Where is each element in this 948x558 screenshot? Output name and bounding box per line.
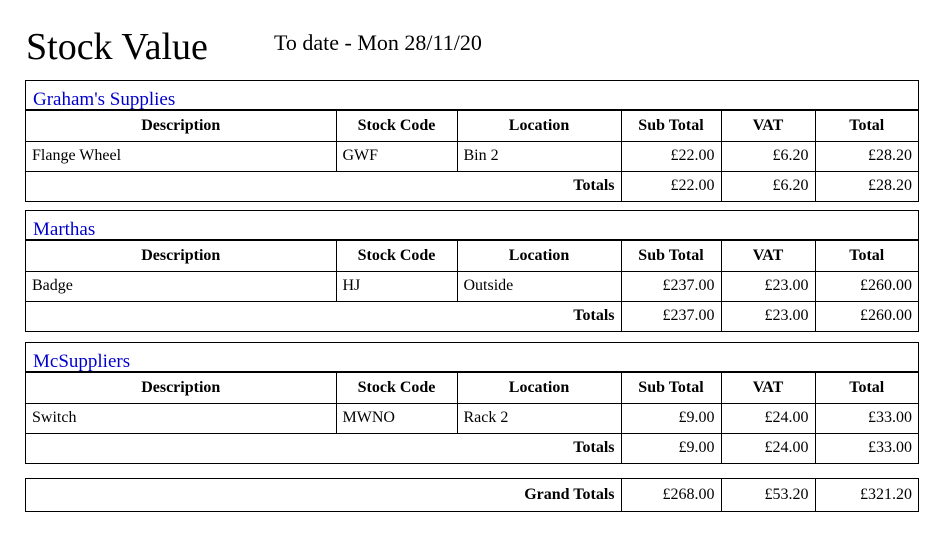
cell-sub-total: £22.00	[621, 141, 721, 171]
column-header-description: Description	[26, 373, 336, 403]
totals-label: Totals	[26, 433, 621, 463]
totals-total: £260.00	[815, 301, 918, 331]
totals-label: Totals	[26, 301, 621, 331]
column-header-location: Location	[457, 111, 621, 141]
totals-row	[26, 301, 918, 331]
column-header-location: Location	[457, 373, 621, 403]
grand-totals-total: £321.20	[815, 479, 918, 511]
date-subtitle: To date - Mon 28/11/20	[274, 30, 482, 55]
column-header-sub-total: Sub Total	[621, 111, 721, 141]
cell-total: £33.00	[815, 403, 918, 433]
cell-total: £260.00	[815, 271, 918, 301]
totals-vat: £24.00	[721, 433, 815, 463]
cell-stock-code: MWNO	[336, 403, 457, 433]
cell-sub-total: £237.00	[621, 271, 721, 301]
column-header-vat: VAT	[721, 111, 815, 141]
table-header-row	[26, 241, 918, 271]
column-header-location: Location	[457, 241, 621, 271]
table-header-row	[26, 111, 918, 141]
column-header-total: Total	[815, 111, 918, 141]
supplier-name[interactable]: Marthas	[26, 211, 918, 241]
column-header-stock-code: Stock Code	[336, 373, 457, 403]
totals-sub-total: £237.00	[621, 301, 721, 331]
supplier-section-marthas	[25, 210, 919, 332]
grand-totals-row	[26, 479, 918, 511]
column-header-sub-total: Sub Total	[621, 373, 721, 403]
supplier-section-mcsuppliers	[25, 342, 919, 464]
cell-description: Badge	[26, 271, 336, 301]
totals-sub-total: £9.00	[621, 433, 721, 463]
grand-totals-sub-total: £268.00	[621, 479, 721, 511]
column-header-total: Total	[815, 241, 918, 271]
totals-label: Totals	[26, 171, 621, 201]
supplier-name[interactable]: McSuppliers	[26, 343, 918, 373]
grand-totals-label: Grand Totals	[26, 479, 621, 511]
cell-location: Bin 2	[457, 141, 621, 171]
column-header-stock-code: Stock Code	[336, 111, 457, 141]
stock-table	[26, 373, 918, 463]
grand-totals-table	[26, 479, 918, 511]
grand-totals-section	[25, 478, 919, 512]
table-header-row	[26, 373, 918, 403]
column-header-vat: VAT	[721, 241, 815, 271]
totals-vat: £23.00	[721, 301, 815, 331]
cell-sub-total: £9.00	[621, 403, 721, 433]
totals-total: £28.20	[815, 171, 918, 201]
column-header-stock-code: Stock Code	[336, 241, 457, 271]
cell-vat: £24.00	[721, 403, 815, 433]
totals-row	[26, 171, 918, 201]
stock-table	[26, 111, 918, 201]
column-header-description: Description	[26, 241, 336, 271]
table-row	[26, 141, 918, 171]
cell-description: Flange Wheel	[26, 141, 336, 171]
supplier-name[interactable]: Graham's Supplies	[26, 81, 918, 111]
supplier-section-grahams-supplies	[25, 80, 919, 202]
totals-vat: £6.20	[721, 171, 815, 201]
stock-table	[26, 241, 918, 331]
grand-totals-vat: £53.20	[721, 479, 815, 511]
cell-description: Switch	[26, 403, 336, 433]
column-header-vat: VAT	[721, 373, 815, 403]
cell-location: Rack 2	[457, 403, 621, 433]
totals-sub-total: £22.00	[621, 171, 721, 201]
page-title: Stock Value	[26, 26, 208, 68]
column-header-total: Total	[815, 373, 918, 403]
totals-row	[26, 433, 918, 463]
table-row	[26, 403, 918, 433]
cell-vat: £6.20	[721, 141, 815, 171]
column-header-sub-total: Sub Total	[621, 241, 721, 271]
column-header-description: Description	[26, 111, 336, 141]
cell-stock-code: HJ	[336, 271, 457, 301]
cell-stock-code: GWF	[336, 141, 457, 171]
table-row	[26, 271, 918, 301]
cell-vat: £23.00	[721, 271, 815, 301]
totals-total: £33.00	[815, 433, 918, 463]
cell-location: Outside	[457, 271, 621, 301]
cell-total: £28.20	[815, 141, 918, 171]
